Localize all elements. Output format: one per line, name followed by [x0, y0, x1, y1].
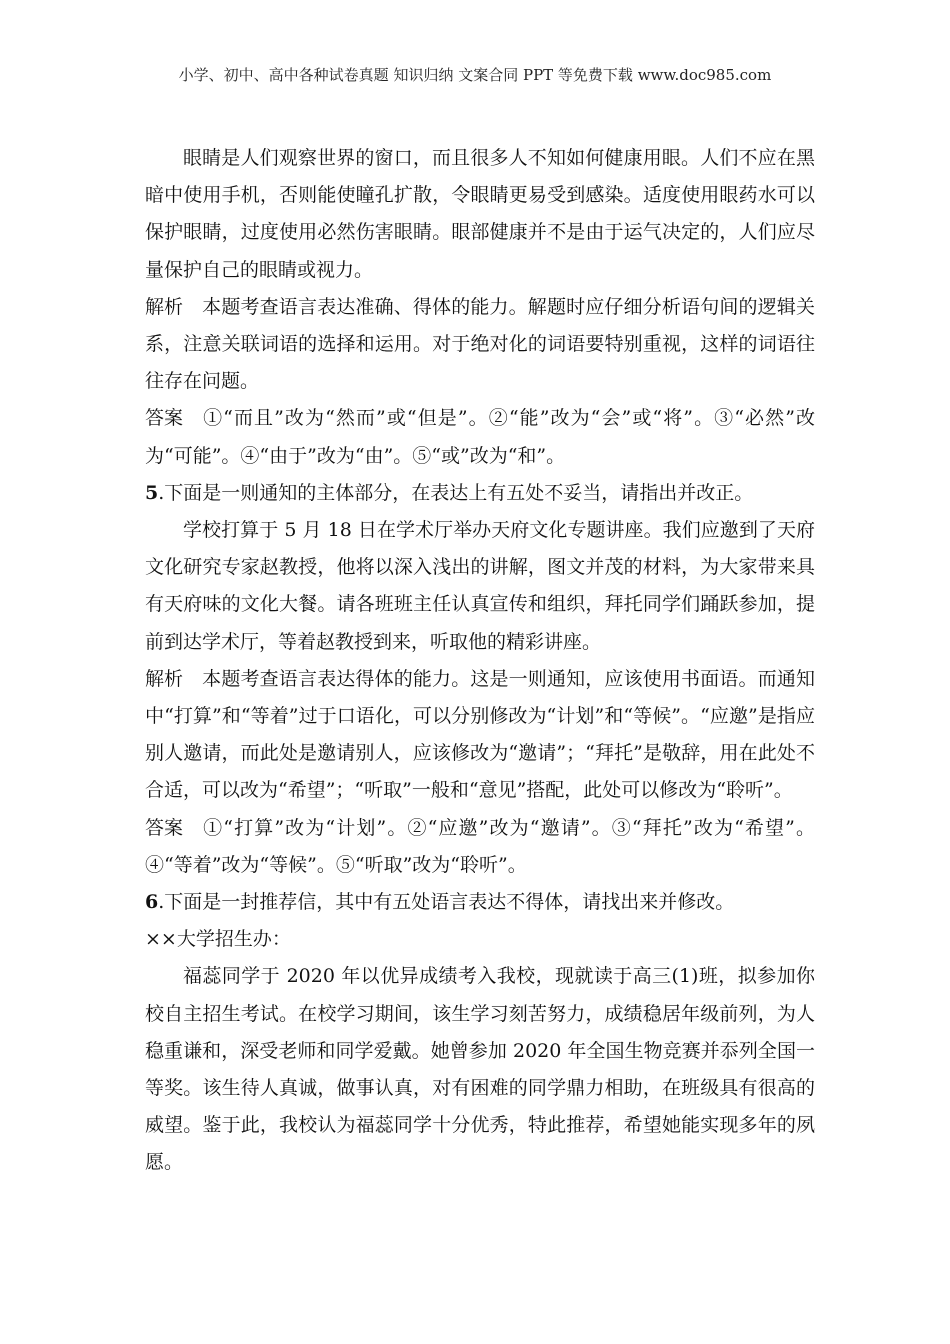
question-number: 5 — [145, 481, 159, 504]
q5-answer — [145, 810, 815, 884]
q5-prompt — [145, 475, 815, 512]
answer-label: 答案 — [145, 816, 184, 839]
q6-letter-body: 福蕊同学于 2020 年以优异成绩考入我校，现就读于高三(1)班，拟参加你校自主招生考试。在校学习期间，该生学习刻苦努力，成绩稳居年级前列，为人稳重谦和，深受老师和同学爱戴。她曾参加 2020 年全国生物竞赛并忝列全国一等奖。该生待人真诚，做事认真，对有困难的同学鼎力相助，在班级具有很高的威望。鉴于此，我校认为福蕊同学十分优秀，特此推荐，希望她能实现多年的夙愿。 — [145, 965, 815, 1174]
q5-analysis — [145, 661, 815, 810]
answer-text: ①“打算”改为“计划”。②“应邀”改为“邀请”。③“拜托”改为“希望”。④“等着”改为“等候”。⑤“听取”改为“聆听”。 — [145, 816, 815, 876]
analysis-label: 解析 — [145, 295, 184, 318]
question-prompt: .下面是一封推荐信，其中有五处语言表达不得体，请找出来并修改。 — [158, 891, 735, 914]
analysis-label: 解析 — [145, 667, 184, 690]
q5-passage: 学校打算于 5 月 18 日在学术厅举办天府文化专题讲座。我们应邀到了天府文化研究专家赵教授，他将以深入浅出的讲解，图文并茂的材料，为大家带来具有天府味的文化大餐。请各班班主任认真宣传和组织，拜托同学们踊跃参加，提前到达学术厅，等着赵教授到来，听取他的精彩讲座。 — [145, 519, 815, 653]
analysis-text: 本题考查语言表达准确、得体的能力。解题时应仔细分析语句间的逻辑关系，注意关联词语的选择和运用。对于绝对化的词语要特别重视，这样的词语往往存在问题。 — [145, 295, 815, 393]
q4-answer — [145, 400, 815, 474]
question-prompt: .下面是一则通知的主体部分，在表达上有五处不妥当，请指出并改正。 — [158, 481, 754, 504]
q6-salutation: ××大学招生办： — [145, 928, 291, 951]
question-number: 6 — [145, 891, 159, 914]
q4-analysis — [145, 289, 815, 401]
answer-text: ①“而且”改为“然而”或“但是”。②“能”改为“会”或“将”。③“必然”改为“可能”。④“由于”改为“由”。⑤“或”改为“和”。 — [145, 407, 815, 467]
document-body — [145, 140, 815, 1182]
answer-label: 答案 — [145, 407, 184, 430]
analysis-text: 本题考查语言表达得体的能力。这是一则通知，应该使用书面语。而通知中“打算”和“等着”过于口语化，可以分别修改为“计划”和“等候”。“应邀”是指应别人邀请，而此处是邀请别人，应该修改为“邀请”；“拜托”是敬辞，用在此处不合适，可以改为“希望”；“听取”一般和“意见”搭配，此处可以修改为“聆听”。 — [145, 667, 815, 802]
page-header: 小学、初中、高中各种试卷真题 知识归纳 文案合同 PPT 等免费下载 www.doc985.com — [178, 66, 772, 84]
q4-corrected-passage: 眼睛是人们观察世界的窗口，而且很多人不知如何健康用眼。人们不应在黑暗中使用手机，否则能使瞳孔扩散，令眼睛更易受到感染。适度使用眼药水可以保护眼睛，过度使用必然伤害眼睛。眼部健康并不是由于运气决定的，人们应尽量保护自己的眼睛或视力。 — [145, 147, 815, 281]
q6-prompt — [145, 884, 815, 921]
